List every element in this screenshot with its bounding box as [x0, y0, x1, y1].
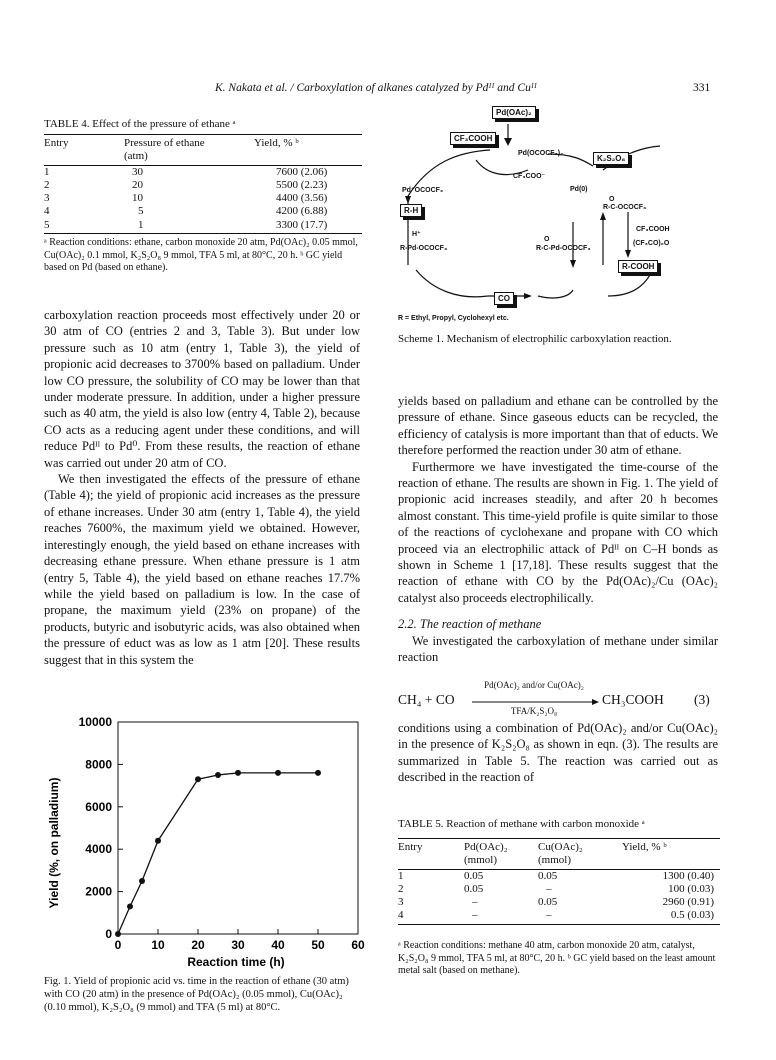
paragraph: conditions using a combination of Pd(OAc)₂ and/or Cu(OAc)₂ in the presence of K₂S₂O₈ as shown in eqn. (3). The results are summarized in Table 5. The reaction was carried out as described in the reaction of — [398, 721, 718, 785]
cell-pd: – — [472, 896, 478, 909]
scheme-label-anhydride: (CF₃CO)₂O — [633, 240, 670, 247]
table4-caption: TABLE 4. Effect of the pressure of ethane ᵃ — [44, 118, 236, 130]
table-row — [44, 165, 362, 179]
table5-subheader-cu: (mmol) — [538, 854, 622, 869]
cell-pd: 0.05 — [464, 882, 484, 895]
table-row — [398, 909, 720, 924]
figure1-chart — [44, 708, 374, 970]
scheme-note: R = Ethyl, Propyl, Cyclohexyl etc. — [398, 315, 509, 322]
cell-yield: 7600 (2.06) — [276, 165, 328, 178]
table5-footnote: ᵃ Reaction conditions: methane 40 atm, carbon monoxide 20 atm, catalyst, K₂S₂O₈ 9 mmol, TFA 5 ml, at 80°C, 20 h. ᵇ GC yield based on the least amount metal salt (based on methane). — [398, 940, 716, 976]
scheme-label-pd0: Pd(0) — [570, 186, 588, 193]
cell-yield: 3300 (17.7) — [254, 219, 362, 234]
table-row — [398, 896, 720, 909]
scheme-label-hplus: H⁺ — [412, 231, 421, 238]
scheme-box-rcooh: R-COOH — [618, 260, 658, 273]
scheme-label-pdplus: Pd⁺OCOCF₃ — [402, 187, 444, 194]
table4-subheader: (atm) — [124, 150, 254, 165]
table5-header-pd: Pd(OAc)₂ — [464, 839, 538, 855]
cell-entry: 4 — [398, 909, 464, 924]
table4-header-entry: Entry — [44, 135, 124, 151]
right-column-text-2 — [398, 720, 718, 786]
cell-cu: – — [546, 882, 552, 895]
cell-pressure: 1 — [124, 219, 254, 234]
y-tick-label: 8000 — [85, 757, 112, 772]
cell-pd: – — [464, 909, 538, 924]
plot-frame — [118, 722, 358, 934]
data-point — [115, 931, 121, 937]
scheme1-caption: Scheme 1. Mechanism of electrophilic carboxylation reaction. — [398, 333, 672, 345]
data-point — [127, 903, 133, 909]
equation-rhs: CH₃COOH — [602, 692, 664, 707]
running-title: K. Nakata et al. / Carboxylation of alkanes catalyzed by Pdᴵᴵ and Cuᴵᴵ — [215, 82, 537, 94]
scheme-box-cf3cooh: CF₃COOH — [450, 132, 496, 145]
y-tick-label: 6000 — [85, 799, 112, 814]
cell-pd: 0.05 — [464, 869, 484, 882]
cell-pressure: 20 — [132, 178, 143, 191]
x-tick-label: 0 — [114, 938, 122, 952]
cell-entry: 2 — [398, 882, 404, 895]
chart-ticks — [79, 715, 365, 952]
table-row — [44, 179, 362, 192]
cell-entry: 3 — [398, 896, 404, 909]
cell-pressure: 30 — [132, 165, 143, 178]
scheme1 — [398, 100, 728, 325]
table4-header-pressure: Pressure of ethane — [124, 135, 254, 151]
x-tick-label: 10 — [151, 938, 165, 952]
scheme-label-o2: O — [544, 236, 550, 243]
equation-3 — [398, 680, 718, 720]
equation-above: Pd(OAc)₂ and/or Cu(OAc)₂ — [484, 680, 584, 690]
table-row — [398, 869, 720, 883]
x-tick-label: 50 — [311, 938, 325, 952]
data-point — [195, 776, 201, 782]
data-point — [139, 878, 145, 884]
table4 — [44, 134, 362, 234]
cell-pressure: 10 — [132, 192, 143, 205]
cell-entry: 1 — [398, 869, 404, 882]
scheme-box-co: CO — [494, 292, 514, 305]
cell-yield: 1300 (0.40) — [662, 869, 714, 882]
equation-number: (3) — [694, 692, 710, 707]
paragraph: We then investigated the effects of the pressure of ethane (Table 4); the yield of propionic acid increases as the pressure of ethane increases. Under 30 atm (entry 1, Table 4), the yield reaches 7600%, the maximum yield we obtained. However, interestingly enough, the yield based on ethane increases with decreasing ethane pressure. When ethane pressure is 1 atm (entry 5, Table 4), the yield based on ethane reaches 17.7% while the yield based on palladium is low. In the case of propane, the maximum yield (23% on propane) of the products, butyric and isobutyric acids, was also obtained when the pressure of educt was as low as 1 atm [20]. These results suggest that in this system the — [44, 472, 360, 667]
scheme-box-k2s2o8: K₂S₂O₈ — [593, 152, 629, 165]
table-row — [44, 219, 362, 234]
equation-lhs: CH₄ + CO — [398, 692, 455, 707]
paragraph: We investigated the carboxylation of methane under similar reaction — [398, 633, 718, 665]
cell-yield: 4400 (3.56) — [276, 192, 328, 205]
cell-entry: 3 — [44, 192, 50, 205]
equation-arrow — [472, 698, 600, 706]
data-point — [155, 838, 161, 844]
scheme-label-rcococf3: R-C-OCOCF₃ — [603, 204, 647, 211]
cell-entry: 4 — [44, 205, 50, 218]
table5 — [398, 838, 720, 925]
scheme-label-pdococf3: Pd(OCOCF₃)₂ — [518, 150, 564, 157]
table4-footnote: ᵃ Reaction conditions: ethane, carbon monoxide 20 atm, Pd(OAc)₂ 0.05 mmol, Cu(OAc)₂ 0.1 mmol, K₂S₂O₈ 9 mmol, TFA 5 ml, at 80°C, 20 h. ᵇ GC yield based on Pd (based on ethane). — [44, 237, 358, 273]
cell-cu: – — [538, 909, 622, 924]
cell-cu: 0.05 — [538, 869, 558, 882]
table-row — [44, 205, 362, 218]
cell-pressure: 5 — [138, 205, 144, 218]
paragraph: carboxylation reaction proceeds most effectively under 20 or 30 atm of CO (entries 2 and 3, Table 3). But under low pressure such as 10 atm (entry 1, Table 3), the yield of propionic acid decreases to 3700% based on palladium. Under low CO pressure, the solubility of CO may be lower than that under moderate pressure. In addition, under a higher pressure such as 40 atm, the yield is also low (entry 4, Table 2), because CO acts as a reducing agent under these conditions, and will reduce Pdᴵᴵ to Pd⁰. From these results, the reaction of ethane was carried out under 20 atm of CO. — [44, 308, 360, 470]
table-row — [44, 192, 362, 205]
x-tick-label: 20 — [191, 938, 205, 952]
table5-header-yield: Yield, % ᵇ — [622, 839, 720, 855]
table5-header-entry: Entry — [398, 839, 464, 855]
section-heading: 2.2. The reaction of methane — [398, 617, 542, 632]
y-tick-label: 4000 — [85, 842, 112, 857]
y-axis-label: Yield (%, on palladium) — [47, 777, 61, 909]
scheme-arrows — [398, 100, 728, 325]
series-line — [118, 773, 318, 934]
cell-yield: 2960 (0.91) — [662, 896, 714, 909]
data-point — [215, 772, 221, 778]
x-axis-label: Reaction time (h) — [187, 955, 285, 969]
cell-yield: 4200 (6.88) — [276, 205, 328, 218]
cell-cu: 0.05 — [538, 896, 558, 909]
chart-axes — [118, 722, 358, 934]
y-tick-label: 0 — [105, 927, 112, 941]
page-number: 331 — [693, 82, 711, 94]
scheme-label-cf3cooh-right: CF₃COOH — [636, 226, 670, 233]
scheme-label-o1: O — [609, 196, 615, 203]
scheme-box-pdoac: Pd(OAc)₂ — [492, 106, 536, 119]
cell-entry: 2 — [44, 178, 50, 191]
figure1-caption: Fig. 1. Yield of propionic acid vs. time in the reaction of ethane (30 atm) with CO (20 atm) in the presence of Pd(OAc)₂ (0.05 mmol), Cu(OAc)₂ (0.10 mmol), K₂S₂O₈ (9 mmol) and TFA (5 ml) at 80°C. — [44, 976, 349, 1013]
data-point — [235, 770, 241, 776]
y-tick-label: 10000 — [78, 715, 112, 729]
paragraph: yields based on palladium and ethane can be controlled by the pressure of ethane. Since gaseous educts can be recycled, the efficiency of catalysis is more important than that of educts. We therefore performed the reaction under 30 atm of ethane. — [398, 394, 718, 458]
scheme-label-cf3coo: CF₃COO⁻ — [513, 173, 546, 180]
table5-subheader-pd: (mmol) — [464, 854, 538, 869]
x-tick-label: 60 — [351, 938, 365, 952]
x-tick-label: 40 — [271, 938, 285, 952]
cell-entry: 1 — [44, 165, 50, 178]
table5-header-cu: Cu(OAc)₂ — [538, 839, 622, 855]
table4-header-yield: Yield, % ᵇ — [254, 135, 362, 151]
data-point — [275, 770, 281, 776]
scheme-label-rcpd: R-C-Pd-OCOCF₃ — [536, 245, 591, 252]
cell-entry: 5 — [44, 219, 124, 234]
cell-yield: 100 (0.03) — [668, 882, 714, 895]
left-column-text — [44, 307, 360, 668]
right-column-text — [398, 393, 718, 666]
table5-caption: TABLE 5. Reaction of methane with carbon monoxide ᵃ — [398, 818, 645, 830]
chart-series — [115, 770, 321, 937]
cell-yield: 0.5 (0.03) — [622, 909, 720, 924]
scheme-label-rpd: R-Pd-OCOCF₃ — [400, 245, 448, 252]
y-tick-label: 2000 — [85, 884, 112, 899]
table-row — [398, 883, 720, 896]
equation-below: TFA/K₂S₂O₈ — [510, 706, 558, 716]
data-point — [315, 770, 321, 776]
scheme-box-rh: R-H — [400, 204, 422, 217]
x-tick-label: 30 — [231, 938, 245, 952]
paragraph: Furthermore we have investigated the time-course of the reaction of ethane. The results are shown in Fig. 1. The yield of propionic acid increases steadily, and after 20 h becomes almost constant. This time-yield profile is quite similar to those of the reactions of cyclohexane and propane with CO which proceed via an electrophilic attack of Pdᴵᴵ on C–H bonds as shown in Scheme 1 [17,18]. These results suggest that the reaction of ethane with CO by the Pd(OAc)₂/Cu (OAc)₂ catalyst also proceeds electrophilically. — [398, 459, 718, 605]
cell-yield: 5500 (2.23) — [276, 178, 328, 191]
